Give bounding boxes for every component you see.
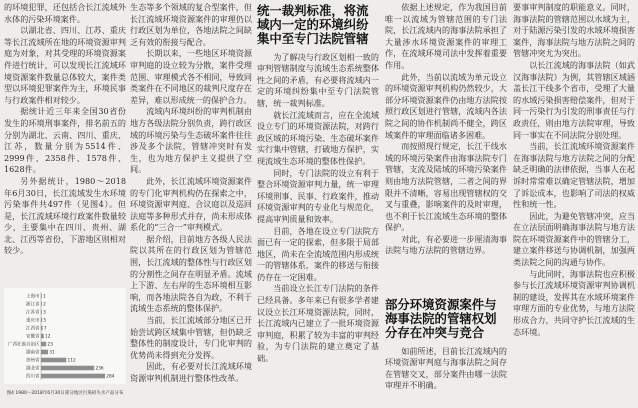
chart-bar <box>41 366 94 371</box>
paragraph: 当前设立长江专门法院的条件已经具备。多年来已有很多学者建议设立长江环境资源法院，同时，长江流域内已建立了一批环境资源审判庭，积累了较为丰富的审判经验，为专门法院的建立奠定了基础。 <box>257 283 379 364</box>
paragraph: 而按照现行规定，长江干线水域的环境污染案件由海事法院专门管辖，支流及陆域的环境污染案件则由地方法院管辖，二者之间的界限并不清晰，容易出现管辖权的交叉与重叠，影响案件的及时审理，也不利于长江流域生态环境的整体保护。 <box>385 141 507 233</box>
chart-value-label: 1 <box>43 294 46 300</box>
chart-value-label: 23 <box>47 342 53 348</box>
paragraph: 另外据统计，1980～2018年6月30日，长江流域发生水环境污染事件共497件（见图4）。但是，长江流域环境行政案件数量较少，主要集中在四川、贵州、湖北、江西等省份，下游地区则相对较少。 <box>4 175 126 256</box>
column-body <box>385 2 507 296</box>
chart-bar <box>41 350 48 355</box>
paragraph: 以湖北省、四川、江苏、重庆等长江流域所在地的环境资源审判庭为对象，对其受理的环境资源案件进行统计，可以发现长江流域环境资源案件数量总体较大，案件类型以环境犯罪案件为主，环境民事与行政案件相对较少。 <box>4 25 126 105</box>
chart-bar <box>41 326 43 331</box>
chart-category-label: 四川省 <box>26 374 40 380</box>
chart-category-label: 贵州省 <box>26 358 40 364</box>
paragraph: 与此同时，海事法院也应积极参与长江流域环境资源审判协调机制的建设，发挥其在水域环境案件审理方面的专业优势，与地方法院形成合力，共同守护长江流域的生态环境。 <box>513 268 635 337</box>
chart-value-label: 5 <box>43 318 47 324</box>
paragraph: 对此，有必要进一步厘清海事法院与地方法院的管辖边界。 <box>385 233 507 256</box>
chart-bar <box>41 358 66 363</box>
paragraph: 当前，长江流域环境资源案件在海事法院与地方法院之间的分配缺乏明确的法律依据，当事人在起诉时常常难以确定管辖法院，增加了诉讼成本，也影响了司法的权威性和统一性。 <box>513 141 635 210</box>
paragraph: 生态等多个领域的复合型案件，但长江流域环境资源案件的审理仍以行政区划为单位，各地法院之间缺乏有效的衔接与配合。 <box>130 2 252 47</box>
section-headline: 部分环境资源案件与海事法院的管辖权划分存在冲突与竞合 <box>385 297 497 341</box>
article-column-5 <box>513 2 635 406</box>
paragraph: 以长江流域的海事法院（如武汉海事法院）为例，其管辖区域涵盖长江干线多个省市，受理了大量的水域污染损害赔偿案件，但对于同一污染行为引发的刑事责任与行政责任，则由地方法院审理，导致同一事实在不同法院分别处理。 <box>513 59 635 140</box>
chart-bar <box>41 342 46 347</box>
chart-value-label: 112 <box>67 358 76 364</box>
chart-bar <box>41 334 44 339</box>
paragraph: 流域内环境纠纷的审判机制由地方各级法院分别负责，跨行政区域的环境污染与生态破坏案件往往涉及多个法院，管辖冲突时有发生，也为地方保护主义提供了空间。 <box>130 106 252 175</box>
paragraph: 要事审判制度的职能意义。同时，海事法院的管辖范围以水域为主，对于陆源污染引发的水域环境损害案件，海事法院与地方法院之间的管辖冲突尤为突出。 <box>513 2 635 59</box>
chart-category-label: 江苏省 <box>26 310 40 316</box>
chart-category-label: 上海市 <box>26 294 40 300</box>
chart-category-label: 湖南省 <box>26 350 40 356</box>
section-headline: 统一裁判标准，将流域内一定的环境纠纷集中至专门法院管辖 <box>257 3 369 47</box>
chart-value-label: 284 <box>106 374 115 380</box>
chart-category-label: 安徽省 <box>26 334 40 340</box>
chart-category-label: 广西壮族自治区 <box>8 342 40 348</box>
article-column-4 <box>385 2 507 406</box>
paragraph: 此外，当前以流域为单元设立的环境资源审判机构仍然较少，大部分环境资源案件仍由地方法院按照行政区划进行管辖，流域内各法院之间的协作机制尚不健全，跨区域案件的审理面临诸多困难。 <box>385 71 507 140</box>
chart-value-label: 236 <box>95 366 104 372</box>
chart-bar <box>41 310 42 315</box>
paragraph: 此外，长江流域环境资源案件的专门化审判机构仍在探索之中，环境资源审判庭、合议庭以及巡回法庭等多种形式并存，尚未形成体系化的“三合一”审判模式。 <box>130 175 252 233</box>
article-column-3 <box>257 2 379 406</box>
bar-chart <box>4 288 126 400</box>
article-column-1 <box>4 2 126 287</box>
paragraph: 目前，各地在设立专门法院方面已有一定的探索，但多限于局部地区，尚未在全流域范围内形成统一的管辖体系，案件的移送与衔接仍存在一定困难。 <box>257 225 379 282</box>
chart-category-label: 湖北省 <box>26 366 40 372</box>
paragraph: 因此，有必要对长江流域环境资源审判机制进行整体性改革。 <box>130 361 252 383</box>
chart-value-label: 12 <box>45 334 51 340</box>
paragraph: 依据上述规定，作为我国目前唯一以流域为管辖范围的专门法院，长江流域内的海事法院承担了大量涉水环境资源案件的审理工作，在流域环境司法中发挥着重要作用。 <box>385 2 507 70</box>
paragraph: 如前所述，目前长江流域内的环境资源审判庭与海事法院之间存在管辖交叉，部分案件由哪一法院审理并不明确。 <box>385 345 507 391</box>
paragraph: 同时，专门法院的设立有利于整合环境资源审判力量，统一审理环境刑事、民事、行政案件，推动环境资源审判的专业化与规范化，提高审判质量和效率。 <box>257 167 379 224</box>
paragraph: 因此，为避免管辖冲突，应当在立法层面明确海事法院与地方法院在环境资源案件中的管辖分工，建立案件移送与协调机制，加强两类法院之间的沟通与协作。 <box>513 210 635 268</box>
paragraph: 当前，长江流域部分地区已开始尝试跨区域集中管辖，但仍缺乏整体性的制度设计，专门化审判的优势尚未得到充分发挥。 <box>130 315 252 360</box>
chart-caption: 图4 1980～2018年6月30日部分地区污染损失水产品分布 <box>6 391 124 396</box>
article-column-2 <box>130 2 252 406</box>
paragraph: 据介绍，目前地方各级人民法院以其所在的行政区划为管辖范围，长江流域的整体性与行政区划的分割性之间存在明显矛盾。流域上下游、左右岸的生态环境相互影响，而各地法院各自为政，不利于流域生态系统的整体保护。 <box>130 233 252 314</box>
paragraph: 据统计近三年来全国30省份发生的环境刑事案件，排名前五的分别为湖北、云南、四川、重庆、江苏，数量分别为5514件、2999件、2358件、1578件、1628件。 <box>4 106 126 175</box>
figure-4 <box>4 288 126 400</box>
chart-category-label: 重庆市 <box>26 318 40 324</box>
paragraph: 的环境犯罪，还包括合长江流域外水体的污染环境案件。 <box>4 2 126 24</box>
chart-value-label: 3 <box>43 310 46 316</box>
chart-bar <box>41 374 105 379</box>
chart-bar <box>41 302 42 307</box>
chart-category-label: 江西省 <box>26 326 40 332</box>
paragraph: 为了解决与行政区划相一致的审判管辖制度与流域生态系统整体性之间的矛盾，有必要将流域内一定的环境纠纷集中至专门法院管辖，统一裁判标准。 <box>257 51 379 108</box>
chart-value-label: 7 <box>43 326 47 332</box>
chart-category-label: 浙江省 <box>26 302 40 308</box>
chart-value-label: 2 <box>43 302 46 308</box>
chart-value-label: 31 <box>49 350 55 356</box>
chart-bar <box>41 294 42 299</box>
paragraph: 就长江流域而言，应在全流域设立专门的环境资源法院，对跨行政区域的环境污染、生态破坏案件实行集中管辖，打破地方保护，实现流域生态环境的整体性保护。 <box>257 109 379 166</box>
paragraph: 长期以来，一些地区环境资源审判庭的设立较为分散，案件受理范围、审理模式各不相同，导致同类案件在不同地区的裁判尺度存在差异，难以形成统一的保护合力。 <box>130 48 252 105</box>
chart-bar <box>41 318 42 323</box>
